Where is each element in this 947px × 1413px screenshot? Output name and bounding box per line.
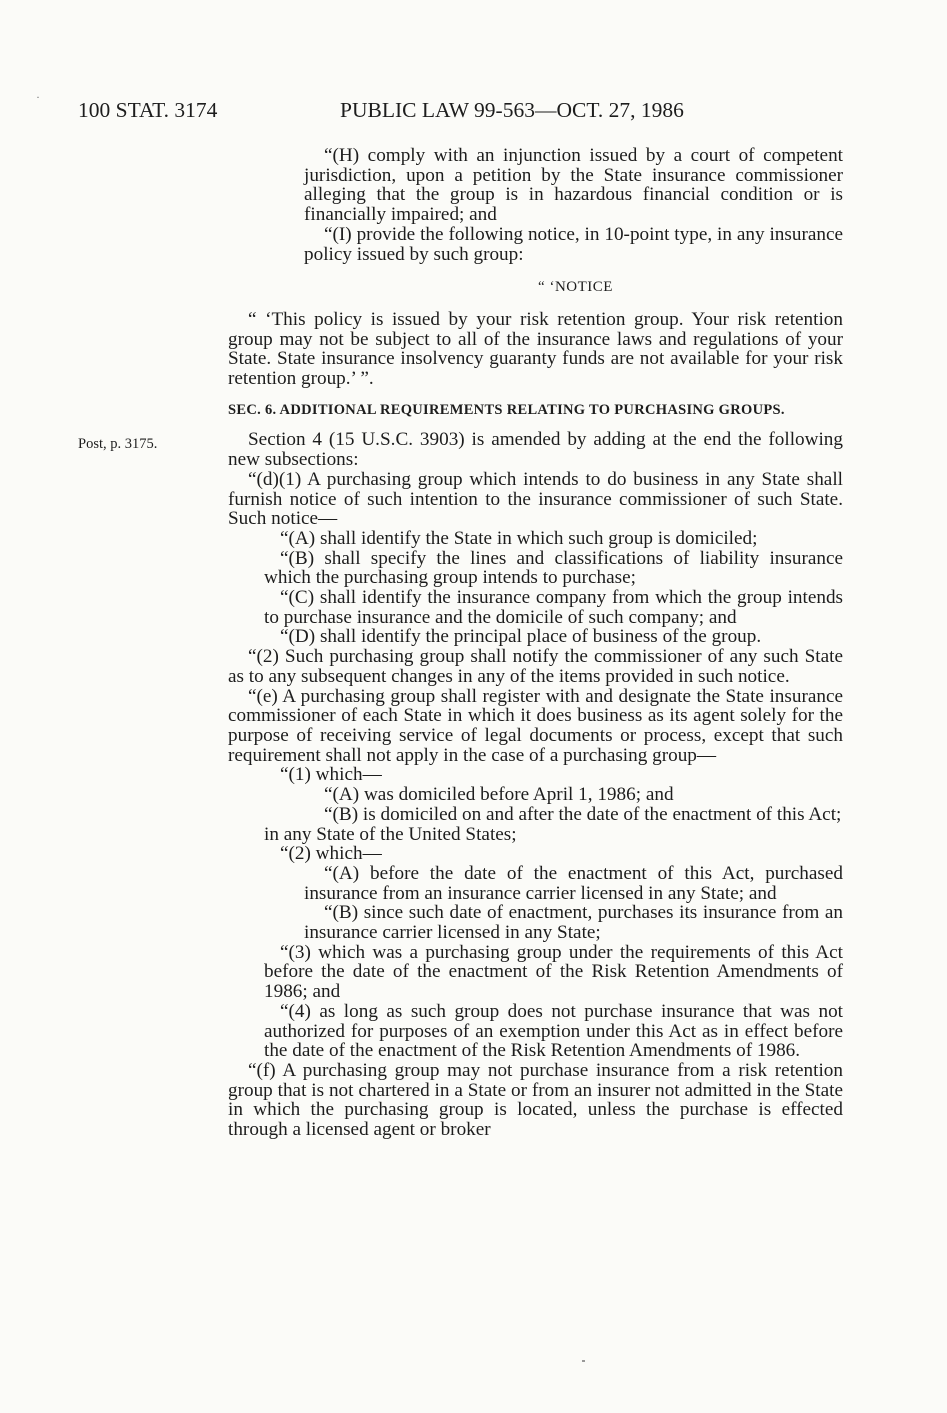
paragraph-d-a: “(A) shall identify the State in which such group is domiciled; bbox=[280, 527, 758, 549]
paragraph-d1: “(d)(1) A purchasing group which intends to do business in any State shall furnish notice of such intention to the insurance commissioner of such State. Such notice— bbox=[228, 468, 843, 530]
paragraph-section4: Section 4 (15 U.S.C. 3903) is amended by adding at the end the following new subsections: bbox=[228, 429, 843, 471]
section-heading: SEC. 6. ADDITIONAL REQUIREMENTS RELATING TO PURCHASING GROUPS. bbox=[228, 401, 785, 418]
paragraph-e2-b: “(B) since such date of enactment, purchases its insurance from an insurance carrier licensed in any State; bbox=[304, 902, 843, 944]
paragraph-e1-a: “(A) was domiciled before April 1, 1986; and bbox=[324, 784, 674, 806]
paragraph-e1: “(1) which— bbox=[280, 764, 382, 786]
paragraph-e1-tail: in any State of the United States; bbox=[264, 823, 517, 845]
paragraph-e2-a: “(A) before the date of the enactment of this Act, purchased insurance from an insurance carrier licensed in any State; and bbox=[304, 862, 843, 904]
paragraph-h: “(H) comply with an injunction issued by a court of competent jurisdiction, upon a petition by the State insurance commissioner alleging that the group is in hazardous financial condition or is financially impaired; and bbox=[304, 145, 843, 226]
paragraph-e1-b: “(B) is domiciled on and after the date of the enactment of this Act; bbox=[324, 803, 842, 825]
public-law-title: PUBLIC LAW 99-563—OCT. 27, 1986 bbox=[340, 98, 684, 122]
paragraph-e3: “(3) which was a purchasing group under the requirements of this Act before the date of the enactment of the Risk Retention Amendments of 1986; and bbox=[264, 941, 843, 1003]
document-body bbox=[228, 146, 843, 1140]
paragraph-d2: “(2) Such purchasing group shall notify the commissioner of any such State as to any subsequent changes in any of the items provided in such notice. bbox=[228, 646, 843, 687]
scan-speck: · bbox=[36, 90, 40, 104]
paragraph-e2: “(2) which— bbox=[280, 843, 382, 865]
paragraph-e: “(e) A purchasing group shall register with and designate the State insurance commissioner of each State in which it does business as its agent solely for the purpose of receiving service of legal documents or process, except that such requirement shall not apply in the case of a purchasing group— bbox=[228, 685, 843, 766]
paragraph-f: “(f) A purchasing group may not purchase insurance from a risk retention group that is not chartered in a State or from an insurer not admitted in the State in which the purchasing group is located, unless the purchase is effected through a licensed agent or broker bbox=[228, 1059, 843, 1141]
paragraph-i: “(I) provide the following notice, in 10-point type, in any insurance policy issued by such group: bbox=[304, 223, 843, 265]
stat-citation: 100 STAT. 3174 bbox=[78, 98, 218, 122]
paragraph-d-c: “(C) shall identify the insurance company from which the group intends to purchase insurance and the domicile of such company; and bbox=[264, 587, 843, 628]
paragraph-d-b: “(B) shall specify the lines and classifications of liability insurance which the purchasing group intends to purchase; bbox=[264, 547, 843, 589]
margin-note: Post, p. 3175. bbox=[78, 436, 158, 452]
scan-mark bbox=[582, 1360, 585, 1362]
notice-text: “ ‘This policy is issued by your risk retention group. Your risk retention group may not be subject to all of the insurance laws and regulations of your State. State insurance insolvency guaranty funds are not available for your risk retention group.’ ”. bbox=[228, 308, 843, 390]
notice-heading: “ ‘NOTICE bbox=[538, 279, 613, 296]
paragraph-e4: “(4) as long as such group does not purchase insurance that was not authorized for purposes of an exemption under this Act as in effect before the date of the enactment of the Risk Retention Amendments of 1986. bbox=[264, 1000, 843, 1062]
paragraph-d-d: “(D) shall identify the principal place of business of the group. bbox=[280, 626, 762, 648]
